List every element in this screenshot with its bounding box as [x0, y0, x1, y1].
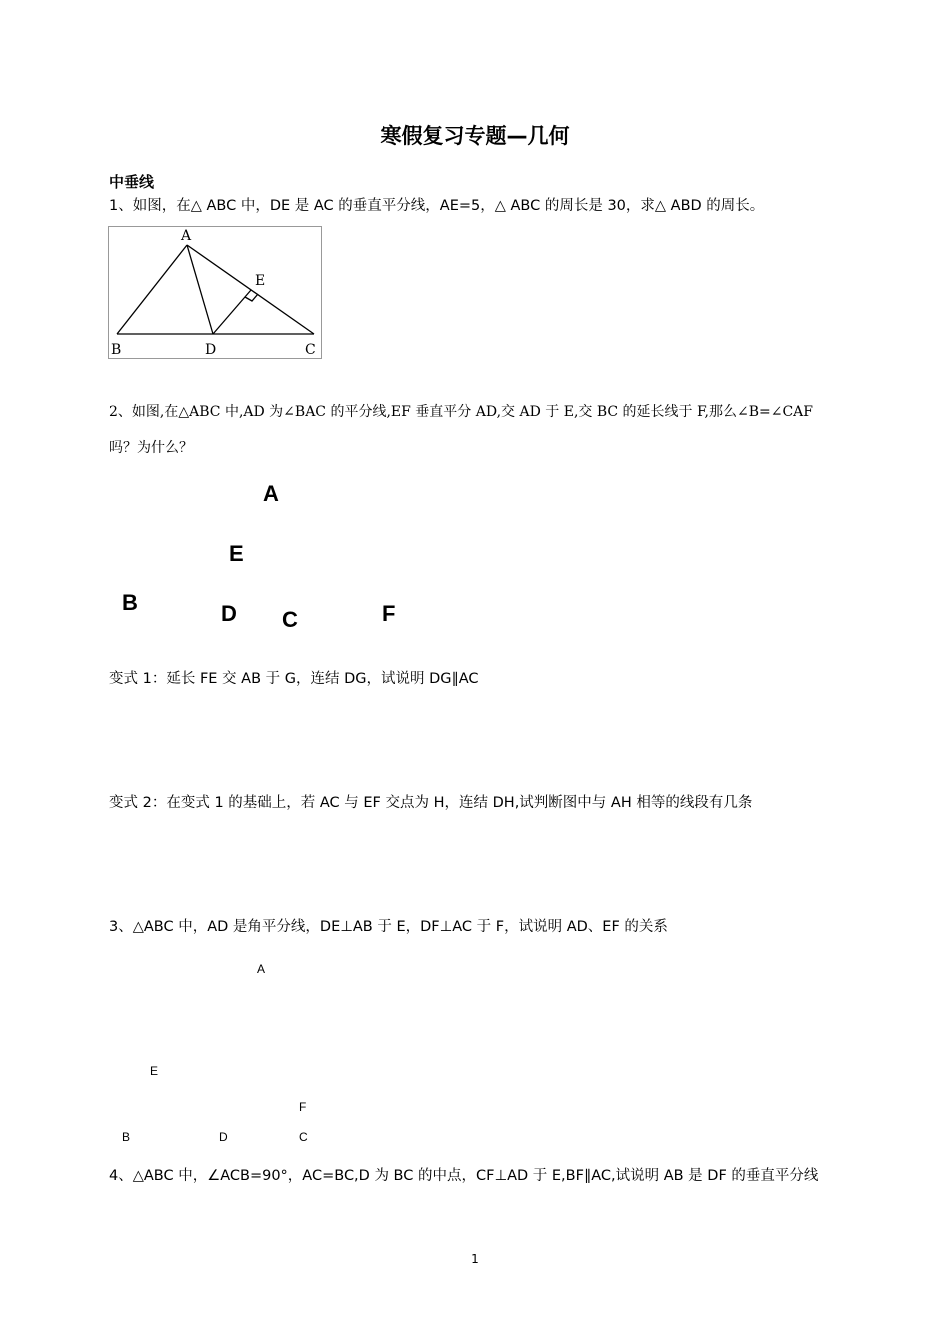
label-c: C: [305, 342, 316, 358]
label-b: B: [111, 342, 122, 358]
question-1-text: 1、如图，在△ ABC 中，DE 是 AC 的垂直平分线，AE=5，△ ABC 的周长是 30，求△ ABD 的周长。: [109, 198, 765, 214]
label-e: E: [229, 541, 244, 566]
label-e: E: [255, 273, 266, 289]
label-a: A: [257, 962, 266, 976]
question-4-text: 4、△ABC 中，∠ACB=90°，AC=BC,D 为 BC 的中点，CF⊥AD 于 E,BF∥AC,试说明 AB 是 DF 的垂直平分线: [109, 1168, 819, 1184]
label-a: A: [263, 481, 279, 506]
variant-1-text: 变式 1：延长 FE 交 AB 于 G，连结 DG，试说明 DG∥AC: [109, 671, 479, 687]
label-f: F: [299, 1100, 307, 1114]
label-b: B: [122, 590, 138, 615]
question-2-text-line-1: 2、如图,在△ABC 中,AD 为∠BAC 的平分线,EF 垂直平分 AD,交 AD 于 E,交 BC 的延长线于 F,那么∠B=∠CAF: [109, 404, 814, 420]
label-a: A: [181, 228, 192, 244]
triangle-diagram: [109, 227, 321, 358]
label-f: F: [382, 601, 396, 626]
section-heading: 中垂线: [109, 173, 155, 191]
question-3-text: 3、△ABC 中，AD 是角平分线，DE⊥AB 于 E，DF⊥AC 于 F，试说明 AD、EF 的关系: [109, 919, 668, 935]
label-e: E: [150, 1064, 159, 1078]
label-d: D: [221, 601, 237, 626]
question-1-figure: [108, 226, 322, 359]
question-2-text-line-2: 吗？为什么？: [109, 440, 193, 456]
page-title: 寒假复习专题—几何: [380, 124, 570, 148]
label-d: D: [219, 1130, 228, 1144]
page-number: 1: [471, 1252, 479, 1266]
variant-2-text: 变式 2：在变式 1 的基础上，若 AC 与 EF 交点为 H，连结 DH,试判断图中与 AH 相等的线段有几条: [109, 795, 753, 811]
label-d: D: [205, 342, 217, 358]
label-c: C: [299, 1130, 308, 1144]
label-b: B: [122, 1130, 131, 1144]
label-c: C: [282, 607, 298, 632]
